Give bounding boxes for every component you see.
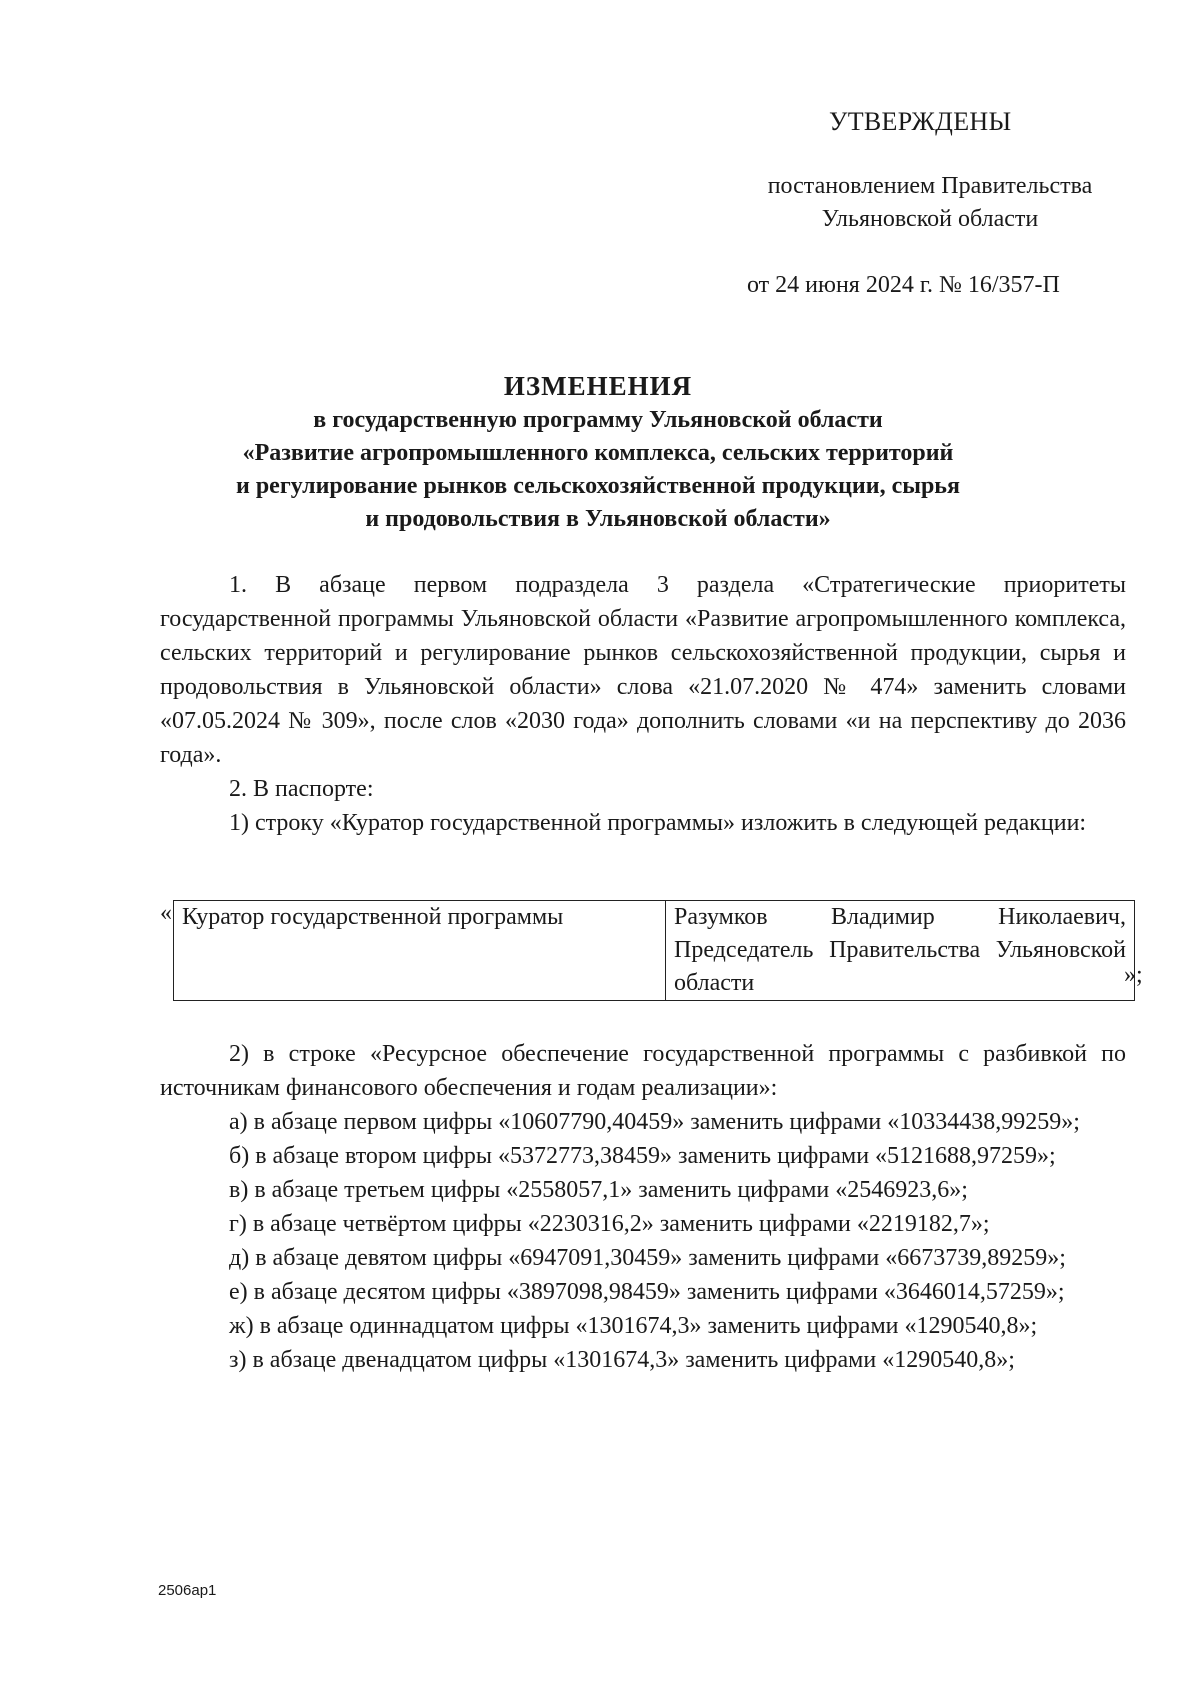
list-item-e: е) в абзаце десятом цифры «3897098,98459» заменить цифрами «3646014,57259»; <box>229 1279 1065 1305</box>
approval-authority-line2: Ульяновской области <box>821 206 1039 232</box>
list-item-a: а) в абзаце первом цифры «10607790,40459» заменить цифрами «10334438,99259»; <box>229 1109 1080 1135</box>
footer-doc-code: 2506ap1 <box>158 1582 217 1599</box>
list-item-z: з) в абзаце двенадцатом цифры «1301674,3» заменить цифрами «1290540,8»; <box>229 1347 1015 1373</box>
title-line1: в государственную программу Ульяновской области <box>313 407 883 433</box>
list-item-g: г) в абзаце четвёртом цифры «2230316,2» заменить цифрами «2219182,7»; <box>229 1211 990 1237</box>
table-row <box>174 901 1135 1001</box>
document-body <box>160 568 1126 840</box>
table-open-quote: « <box>160 900 172 926</box>
list-item-v: в) в абзаце третьем цифры «2558057,1» заменить цифрами «2546923,6»; <box>229 1177 968 1203</box>
document-body-continued <box>160 1037 1126 1377</box>
approval-date: от 24 июня 2024 г. № 16/357-П <box>747 272 1060 298</box>
title-line2: «Развитие агропромышленного комплекса, сельских территорий <box>242 440 954 466</box>
approval-heading: УТВЕРЖДЕНЫ <box>829 107 1012 136</box>
title-line3: и регулирование рынков сельскохозяйственной продукции, сырья <box>236 473 960 499</box>
title-main: ИЗМЕНЕНИЯ <box>503 371 693 401</box>
table-close-quote: »; <box>1124 962 1143 988</box>
paragraph-item2-2: 2) в строке «Ресурсное обеспечение государственной программы с разбивкой по источникам финансового обеспечения и годам реализации»: <box>160 1041 1126 1101</box>
curator-value-cell: Разумков Владимир Николаевич, Председатель Правительства Ульяновской области <box>666 901 1135 1001</box>
curator-label-cell: Куратор государственной программы <box>174 901 666 1001</box>
title-line4: и продовольствия в Ульяновской области» <box>365 506 831 532</box>
approval-authority-line1: постановлением Правительства <box>767 173 1093 199</box>
paragraph-item2: 2. В паспорте: <box>229 776 374 802</box>
paragraph-item1: 1. В абзаце первом подраздела 3 раздела «Стратегические приоритеты государственной программы Ульяновской области «Развитие агропромышленного комплекса, сельских территорий и регулирование рынков сельскохозяйственной продукции, сырья и продовольствия в Ульяновской области» слова «21.07.2020 № 474» заменить словами «07.05.2024 № 309», после слов «2030 года» дополнить словами «и на перспективу до 2036 года». <box>160 572 1126 768</box>
list-item-d: д) в абзаце девятом цифры «6947091,30459» заменить цифрами «6673739,89259»; <box>229 1245 1066 1271</box>
approval-authority <box>730 170 1130 236</box>
document-title <box>150 368 1046 536</box>
curator-table <box>173 900 1135 1001</box>
paragraph-item2-1: 1) строку «Куратор государственной программы» изложить в следующей редакции: <box>229 810 1087 836</box>
list-item-b: б) в абзаце втором цифры «5372773,38459» заменить цифрами «5121688,97259»; <box>229 1143 1056 1169</box>
list-item-zh: ж) в абзаце одиннадцатом цифры «1301674,3» заменить цифрами «1290540,8»; <box>229 1313 1038 1339</box>
